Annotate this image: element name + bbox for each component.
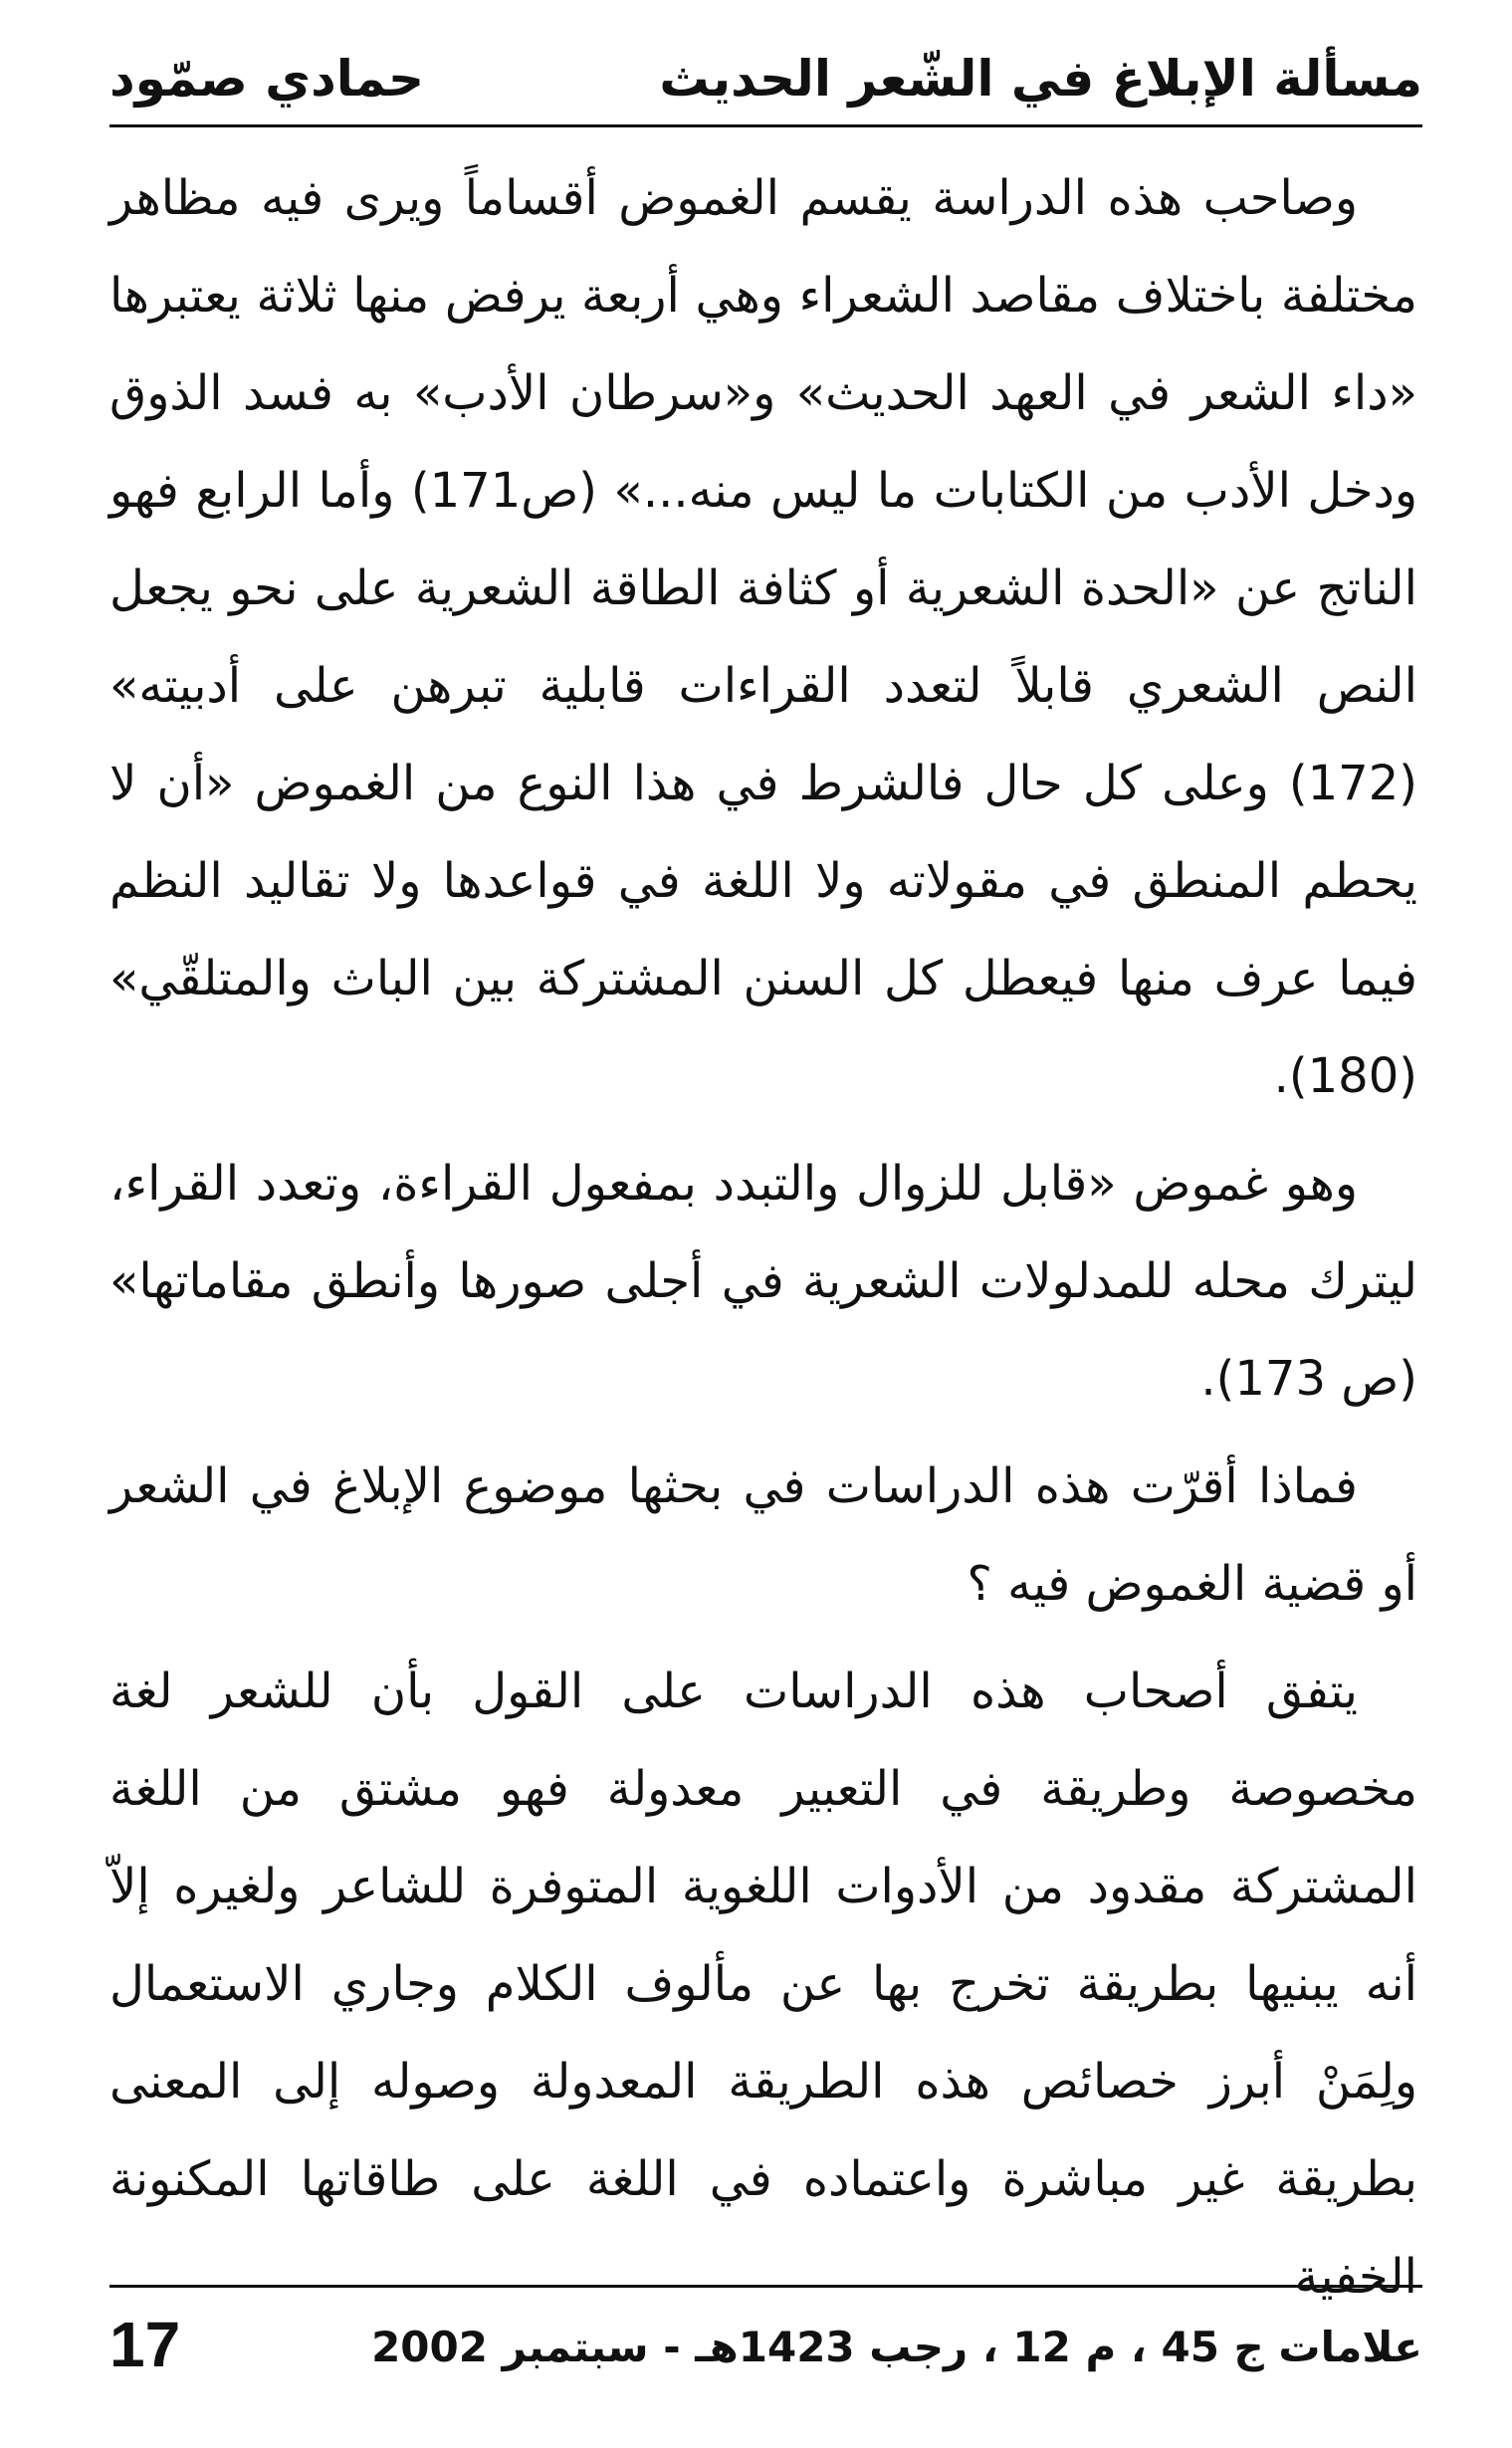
author-name: حمادي صمّود — [109, 50, 425, 108]
paragraph-4: يتفق أصحاب هذه الدراسات على القول بأن للشعر لغة مخصوصة وطريقة في التعبير معدولة فهو مشتق من اللغة المشتركة مقدود من الأدوات اللغوية المتوفرة للشاعر ولغيره إلاّ أنه يبنيها بطريقة تخرج بها عن مألوف الكلام وجاري الاستعمال ولِمَنْ أبرز خصائص هذه الطريقة المعدولة وصوله إلى المعنى بطريقة غير مباشرة واعتماده في اللغة على طاقاتها المكنونة الخفية — [109, 1664, 1417, 2305]
paragraph-2: وهو غموض «قابل للزوال والتبدد بمفعول القراءة، وتعدد القراء، ليترك محله للمدلولات الشعرية في أجلى صورها وأنطق مقاماتها» (ص 173). — [109, 1156, 1417, 1407]
header-rule — [109, 124, 1422, 127]
footer-rule — [109, 2285, 1422, 2288]
page-footer — [109, 2300, 1422, 2389]
article-title: مسألة الإبلاغ في الشّعر الحديث — [659, 50, 1422, 108]
body-text — [109, 149, 1417, 2336]
journal-issue-info: علامات ج 45 ، م 12 ، رجب 1423هـ - سبتمبر 2002 — [371, 2323, 1422, 2371]
page-number: 17 — [109, 2309, 181, 2380]
paragraph-3: فماذا أقرّت هذه الدراسات في بحثها موضوع الإبلاغ في الشعر أو قضية الغموض فيه ؟ — [109, 1458, 1417, 1612]
paragraph-1: وصاحب هذه الدراسة يقسم الغموض أقساماً ويرى فيه مظاهر مختلفة باختلاف مقاصد الشعراء وهي أربعة يرفض منها ثلاثة يعتبرها «داء الشعر في العهد الحديث» و«سرطان الأدب» به فسد الذوق ودخل الأدب من الكتابات ما ليس منه...» (ص171) وأما الرابع فهو الناتج عن «الحدة الشعرية أو كثافة الطاقة الشعرية على نحو يجعل النص الشعري قابلاً لتعدد القراءات قابلية تبرهن على أدبيته» (172) وعلى كل حال فالشرط في هذا النوع من الغموض «أن لا يحطم المنطق في مقولاته ولا اللغة في قواعدها ولا تقاليد النظم فيما عرف منها فيعطل كل السنن المشتركة بين الباث والمتلقّي» (180). — [109, 170, 1417, 1104]
